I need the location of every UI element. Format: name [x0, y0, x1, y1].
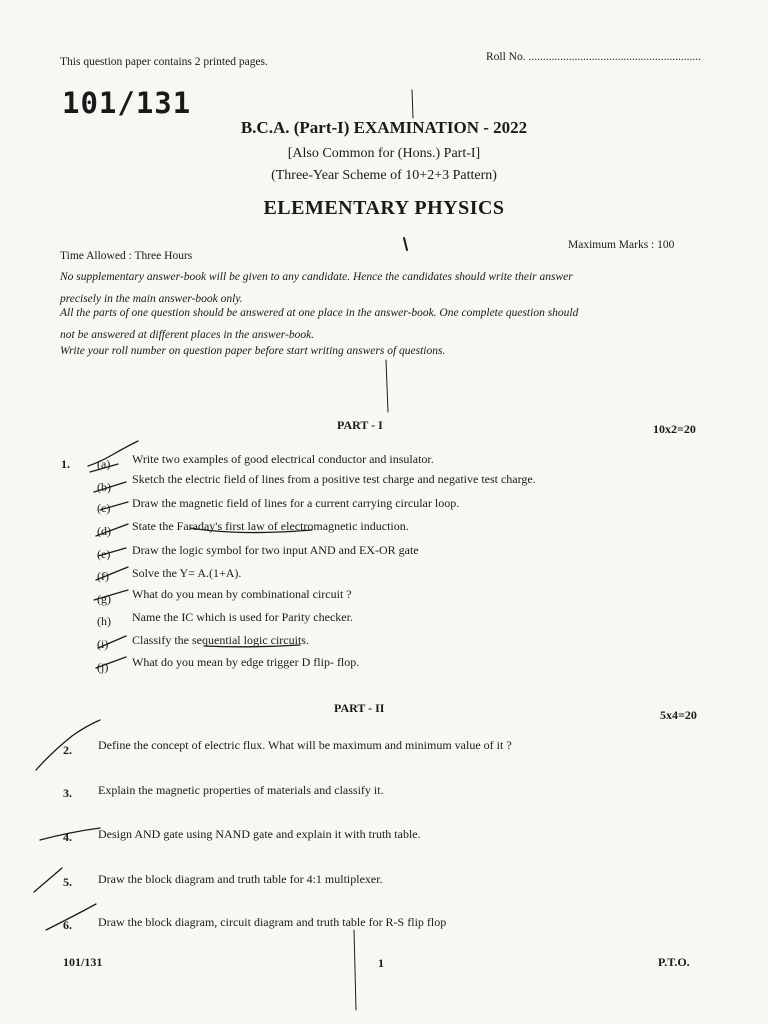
- tick-mark: [34, 868, 62, 892]
- question-item: Explain the magnetic properties of materials and classify it.: [98, 783, 384, 797]
- question-number: 1.: [61, 457, 70, 471]
- item-label: (g): [97, 592, 111, 606]
- question-number: 4.: [63, 830, 72, 844]
- scan-line: [354, 930, 356, 1010]
- instruction-line: precisely in the main answer-book only.: [60, 293, 243, 305]
- question-item: Define the concept of electric flux. What will be maximum and minimum value of it ?: [98, 738, 512, 752]
- instruction-line: No supplementary answer-book will be given to any candidate. Hence the candidates should write their answer: [60, 271, 573, 283]
- question-item: Name the IC which is used for Parity checker.: [132, 610, 353, 624]
- scan-line: [386, 360, 388, 412]
- paper-code: 101/131: [62, 86, 192, 120]
- question-item: Solve the Y= A.(1+A).: [132, 566, 242, 580]
- question-item: Design AND gate using NAND gate and explain it with truth table.: [98, 827, 421, 841]
- item-label: (h): [97, 614, 111, 628]
- maximum-marks: Maximum Marks : 100: [568, 239, 675, 251]
- item-label: (e): [97, 547, 111, 561]
- question-item: What do you mean by combinational circuit ?: [132, 587, 352, 601]
- time-allowed: Time Allowed : Three Hours: [60, 250, 193, 262]
- part-one-marks: 10x2=20: [653, 422, 696, 436]
- question-number: 6.: [63, 918, 72, 932]
- item-label: (a): [97, 457, 111, 471]
- item-label: (j): [97, 660, 109, 674]
- question-item: Draw the block diagram and truth table for 4:1 multiplexer.: [98, 872, 383, 886]
- roll-number-field: Roll No. ............................................................: [486, 51, 701, 63]
- question-number: 5.: [63, 875, 72, 889]
- question-item: Draw the logic symbol for two input AND and EX-OR gate: [132, 543, 419, 557]
- pages-note: This question paper contains 2 printed pages.: [60, 56, 268, 68]
- question-item: State the Faraday's first law of electromagnetic induction.: [132, 519, 409, 533]
- exam-title: B.C.A. (Part-I) EXAMINATION - 2022: [240, 118, 528, 137]
- scan-line: [404, 238, 407, 250]
- item-label: (f): [97, 569, 109, 583]
- part-two-heading: PART - II: [334, 701, 385, 715]
- question-item: Sketch the electric field of lines from a positive test charge and negative test charge.: [132, 472, 536, 486]
- item-label: (c): [97, 501, 111, 515]
- part-one-heading: PART - I: [337, 418, 383, 432]
- question-number: 2.: [63, 743, 72, 757]
- tick-mark: [88, 441, 138, 466]
- instruction-line: not be answered at different places in the answer-book.: [60, 329, 315, 341]
- instruction-line: All the parts of one question should be answered at one place in the answer-book. One complete question should: [60, 307, 579, 319]
- question-item: What do you mean by edge trigger D flip- flop.: [132, 655, 360, 669]
- question-number: 3.: [63, 786, 72, 800]
- footer-page-number: 1: [378, 956, 384, 970]
- footer-pto: P.T.O.: [658, 955, 690, 969]
- scan-line: [412, 90, 413, 118]
- item-label: (i): [97, 637, 109, 651]
- question-item: Draw the block diagram, circuit diagram and truth table for R-S flip flop: [98, 915, 447, 929]
- subject-title: ELEMENTARY PHYSICS: [263, 197, 505, 219]
- part-two-marks: 5x4=20: [660, 708, 697, 722]
- question-item: Classify the sequential logic circuits.: [132, 633, 309, 647]
- question-item: Draw the magnetic field of lines for a current carrying circular loop.: [132, 496, 460, 510]
- item-label: (b): [97, 480, 111, 494]
- scheme-note: (Three-Year Scheme of 10+2+3 Pattern): [271, 168, 497, 183]
- common-for-note: [Also Common for (Hons.) Part-I]: [287, 146, 481, 161]
- instruction-line: Write your roll number on question paper before start writing answers of questions.: [60, 345, 446, 357]
- footer-paper-code: 101/131: [63, 955, 103, 969]
- item-label: (d): [97, 524, 111, 538]
- question-item: Write two examples of good electrical conductor and insulator.: [132, 452, 434, 466]
